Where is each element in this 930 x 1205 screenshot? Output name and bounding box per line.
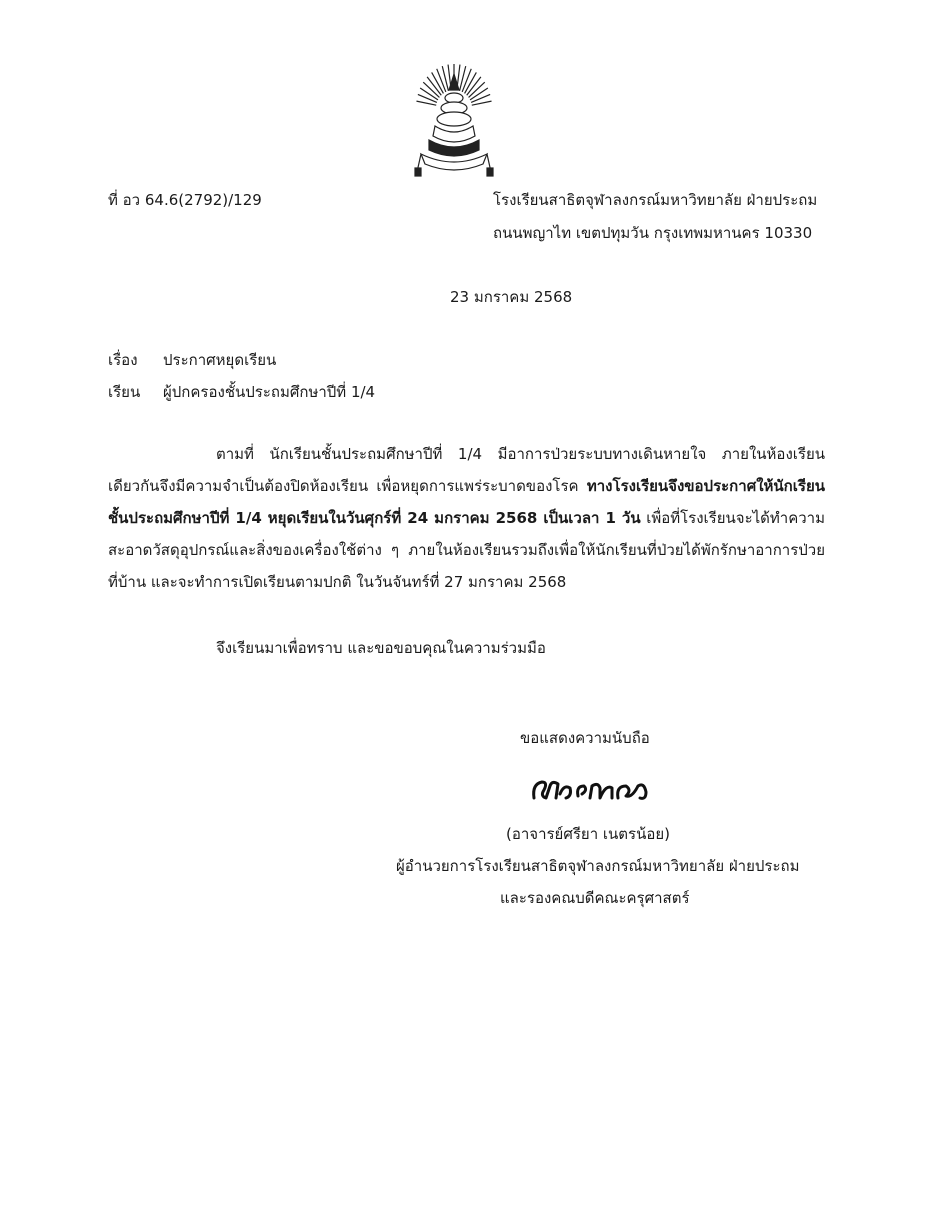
closing-paragraph: จึงเรียนมาเพื่อทราบ และขอขอบคุณในความร่วมมือ xyxy=(216,639,546,657)
handwritten-signature xyxy=(528,772,658,808)
closing-salutation: ขอแสดงความนับถือ xyxy=(520,729,650,747)
sender-address-line-2: ถนนพญาไท เขตปทุมวัน กรุงเทพมหานคร 10330 xyxy=(493,224,813,242)
body-text-part-2: เพื่อที่โรงเรียนจะได้ทำความสะอาดวัสดุอุปกรณ์และสิ่งของเครื่องใช้ต่าง ๆ ภายในห้องเรียนรวมถึงเพื่อให้นักเรียนที่ป่วยได้พักรักษาอาการป่วยที่บ้าน และจะทำการเปิดเรียนตามปกติ ในวันจันทร์ที่ 27 มกราคม 2568 xyxy=(108,509,825,591)
subject-text: ประกาศหยุดเรียน xyxy=(163,351,277,369)
reference-number: ที่ อว 64.6(2792)/129 xyxy=(108,191,262,209)
signer-title-line-2: และรองคณบดีคณะครุศาสตร์ xyxy=(500,889,690,907)
body-paragraph xyxy=(108,438,825,598)
signer-title-line-1: ผู้อำนวยการโรงเรียนสาธิตจุฬาลงกรณ์มหาวิทยาลัย ฝ่ายประถม xyxy=(396,857,800,875)
subject-label: เรื่อง xyxy=(108,351,138,369)
signer-name: (อาจารย์ศรียา เนตรน้อย) xyxy=(506,825,670,843)
body-text-bold: ทางโรงเรียนจึงขอประกาศให้นักเรียนชั้นประถมศึกษาปีที่ 1/4 หยุดเรียนในวันศุกร์ที่ 24 มกราคม 2568 เป็นเวลา 1 วัน xyxy=(108,477,825,527)
recipient-label: เรียน xyxy=(108,383,141,401)
phra-kiao-emblem-icon xyxy=(413,60,495,178)
recipient-text: ผู้ปกครองชั้นประถมศึกษาปีที่ 1/4 xyxy=(163,383,376,401)
body-text-part-1: ตามที่ นักเรียนชั้นประถมศึกษาปีที่ 1/4 มีอาการป่วยระบบทางเดินหายใจ ภายในห้องเรียนเดียวกันจึงมีความจำเป็นต้องปิดห้องเรียน เพื่อหยุดการแพร่ระบาดของโรค xyxy=(108,445,825,495)
letter-date: 23 มกราคม 2568 xyxy=(450,288,573,306)
sender-address-line-1: โรงเรียนสาธิตจุฬาลงกรณ์มหาวิทยาลัย ฝ่ายประถม xyxy=(493,191,818,209)
